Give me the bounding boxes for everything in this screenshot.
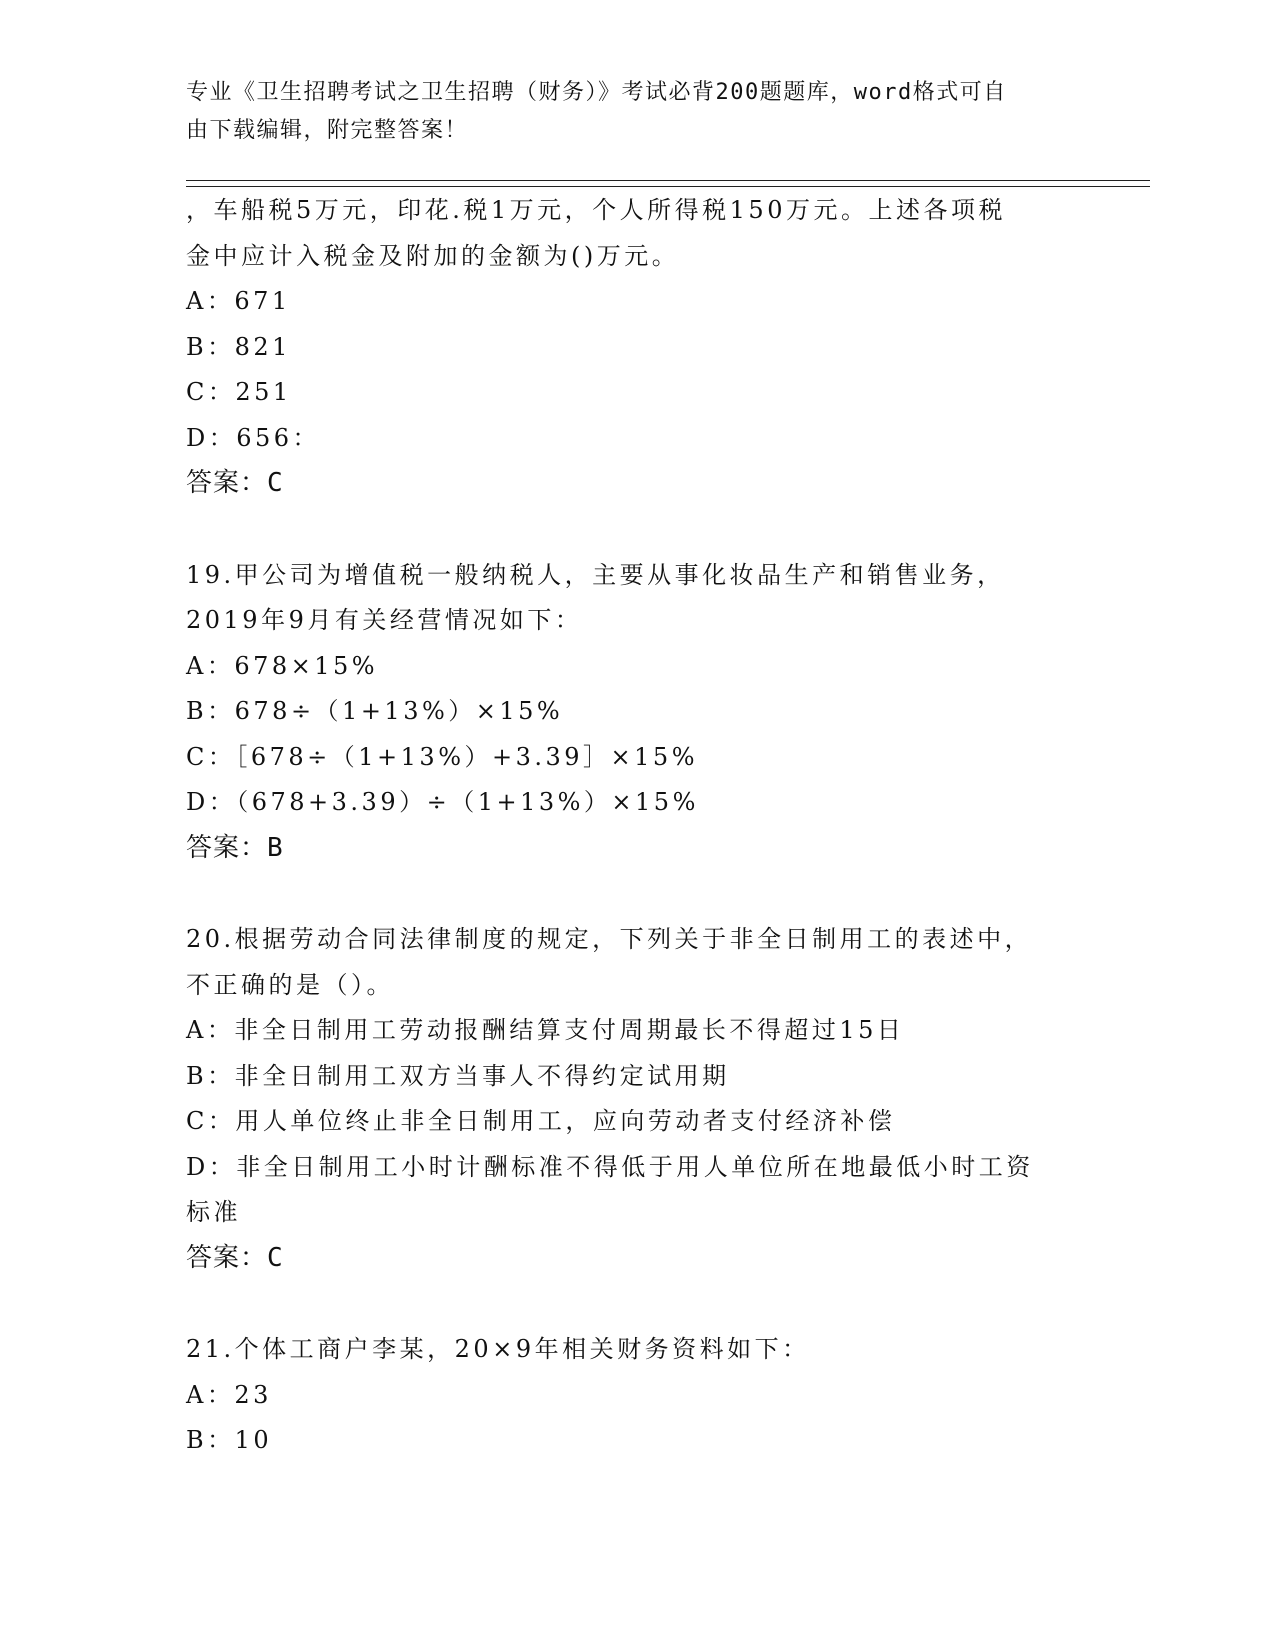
question-18 [186, 188, 1086, 507]
question-text: 19.甲公司为增值税一般纳税人，主要从事化妆品生产和销售业务， [186, 560, 1005, 589]
header-divider-bottom [186, 186, 1150, 187]
header-divider-top [186, 180, 1150, 181]
option-b: B：非全日制用工双方当事人不得约定试用期 [186, 1061, 730, 1090]
question-19 [186, 553, 1086, 872]
option-c: C：251 [186, 378, 292, 406]
header-line-1: 专业《卫生招聘考试之卫生招聘（财务）》考试必背200题题库，word格式可自 [186, 80, 1007, 105]
option-a: A：671 [186, 287, 291, 315]
document-body [186, 188, 1086, 1464]
question-spacer [186, 1281, 1086, 1327]
question-text: 2019年9月有关经营情况如下： [186, 606, 583, 634]
question-20 [186, 917, 1086, 1281]
answer-line: 答案：C [186, 468, 284, 498]
option-d-continued: 标准 [186, 1198, 241, 1226]
answer-line: 答案：B [186, 832, 284, 863]
option-b: B：10 [186, 1426, 273, 1454]
question-spacer [186, 507, 1086, 553]
answer-line: 答案：C [186, 1242, 284, 1273]
option-b: B：678÷（1+13%）×15% [186, 697, 564, 725]
question-text: ，车船税5万元，印花.税1万元，个人所得税150万元。上述各项税 [186, 196, 1006, 224]
question-spacer [186, 871, 1086, 917]
question-text: 20.根据劳动合同法律制度的规定，下列关于非全日制用工的表述中， [186, 925, 1033, 953]
option-c: C：［678÷（1+13%）+3.39］×15% [186, 742, 699, 771]
option-d: D：非全日制用工小时计酬标准不得低于用人单位所在地最低小时工资 [186, 1152, 1034, 1181]
question-text: 21.个体工商户李某，20×9年相关财务资料如下： [186, 1335, 810, 1363]
question-text: 金中应计入税金及附加的金额为()万元。 [186, 241, 680, 270]
option-b: B：821 [186, 332, 291, 361]
option-a: A：非全日制用工劳动报酬结算支付周期最长不得超过15日 [186, 1016, 905, 1044]
header-line-2: 由下载编辑，附完整答案！ [186, 118, 469, 143]
option-a: A：678×15% [186, 651, 379, 680]
option-a: A：23 [186, 1380, 272, 1409]
question-text: 不正确的是（）。 [186, 970, 394, 999]
option-d: D：（678+3.39）÷（1+13%）×15% [186, 788, 699, 816]
question-21 [186, 1327, 1086, 1464]
option-d: D：656： [186, 423, 321, 452]
option-c: C：用人单位终止非全日制用工，应向劳动者支付经济补偿 [186, 1107, 896, 1135]
document-header [186, 74, 1086, 150]
